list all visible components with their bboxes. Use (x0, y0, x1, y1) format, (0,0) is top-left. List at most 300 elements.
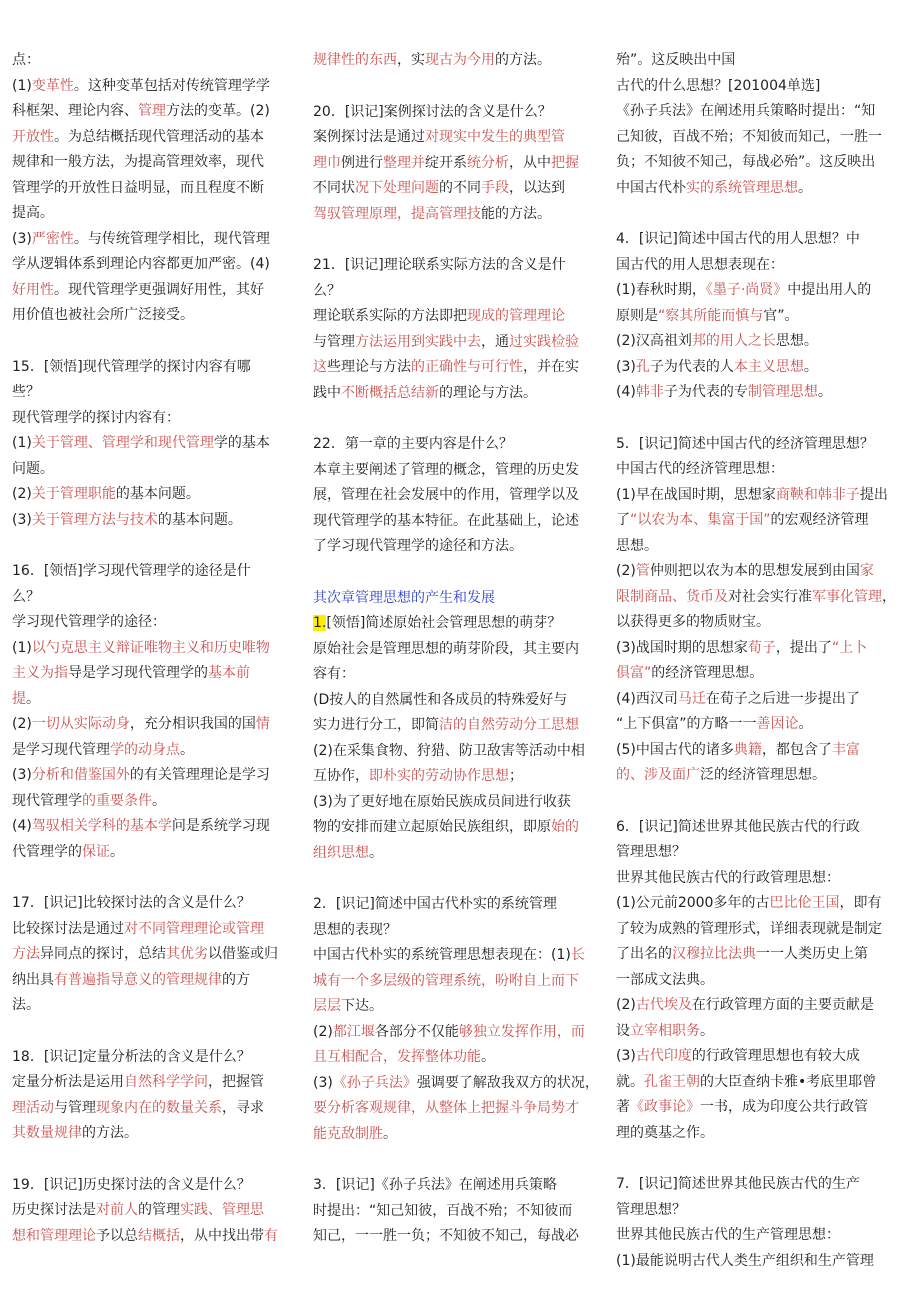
text-span: 泛的经济管理思想。 (700, 767, 826, 783)
text-span: ，从中找出带 (180, 1227, 264, 1244)
text-line (12, 738, 298, 764)
text-line (616, 457, 910, 483)
text-span: (4) (616, 384, 636, 400)
text-span: 17．[识记]比较探讨法的含义是什么？ (12, 895, 251, 911)
text-span: 提高。 (12, 205, 54, 221)
highlighted-text: 方法运用到实践中去 (355, 333, 481, 350)
text-span: 的经济管理思想。 (651, 665, 764, 681)
text-span: 的宏观经济管理 (770, 512, 869, 528)
text-span: 思想。 (616, 537, 658, 554)
text-line (616, 1223, 910, 1249)
highlighted-text: 开放性 (12, 128, 54, 145)
text-block (12, 1045, 298, 1147)
text-line (616, 432, 910, 458)
text-span: 各部分不仅能 (374, 1023, 459, 1040)
text-span: “上下俱富”的方略一一 (616, 716, 757, 732)
text-span: 2．[识记]简述中国古代朴实的系统管理 (313, 896, 557, 912)
text-line (616, 253, 910, 279)
text-span: (1) (12, 639, 32, 656)
highlighted-text: 《孙子兵法》 (332, 1074, 417, 1091)
text-line (313, 483, 603, 509)
highlighted-text: 方法 (12, 946, 40, 962)
text-block (313, 253, 603, 406)
text-span: (4)西汉司 (616, 690, 678, 707)
text-span: 子为代表的专 (663, 384, 748, 400)
text-line (12, 74, 298, 100)
highlighted-text: 把握 (551, 154, 579, 171)
text-span: 官”。 (763, 307, 799, 324)
highlighted-text: 制管理思想 (747, 384, 818, 400)
highlighted-text: 《政事论》 (630, 1099, 700, 1115)
text-span: 么？ (313, 282, 341, 299)
text-span: 方法的变革。(2) (166, 103, 270, 119)
text-line (313, 943, 603, 969)
text-span: 子为代表的人 (649, 358, 734, 375)
text-span: 践中 (313, 384, 341, 401)
highlighted-text: 丰富 (831, 741, 860, 758)
text-line (616, 329, 910, 355)
text-line (616, 1172, 910, 1198)
text-line (12, 661, 298, 687)
text-span: ，都包含了 (761, 741, 832, 758)
text-span: 思想。 (775, 333, 818, 349)
text-span: (1)春秋时期， (616, 282, 706, 298)
text-line (313, 815, 603, 841)
text-line (12, 227, 298, 253)
text-span: 绽开系 (425, 154, 467, 171)
highlighted-text: 商鞅和韩非子 (775, 486, 860, 503)
highlighted-text: 始的 (551, 819, 579, 835)
text-line (12, 917, 298, 943)
text-line (313, 764, 603, 790)
highlighted-text: 都江堰 (332, 1023, 375, 1040)
highlighted-text: 基本前 (208, 665, 250, 681)
text-span: ，把握管 (208, 1074, 264, 1090)
text-span: 管理思想？ (616, 1201, 686, 1218)
text-line (616, 1249, 910, 1275)
text-span: (2)在采集食物、狩猎、防卫敌害等活动中相 (313, 742, 585, 759)
text-span: 。 (803, 358, 818, 375)
text-line (12, 1096, 298, 1122)
text-line (313, 586, 603, 612)
text-span: 了 (616, 512, 630, 528)
text-span: 6．[识记]简述世界其他民族古代的行政 (616, 818, 860, 835)
highlighted-text: 马迁 (677, 690, 706, 707)
marked-number: 1. (313, 615, 327, 631)
text-span: 现代管理学的探讨内容有： (12, 409, 180, 426)
highlighted-text: 孔 (635, 358, 650, 375)
highlighted-text: 《墨子·尚贤》 (705, 282, 788, 298)
text-span: 与管理 (313, 333, 355, 350)
text-span: 的管理 (138, 1202, 180, 1218)
text-line (313, 841, 603, 867)
text-line (616, 993, 910, 1019)
text-line (12, 201, 298, 227)
text-line (313, 1020, 603, 1046)
highlighted-text: 要分析客观规律，从整体上把握斗争局势才 (313, 1100, 579, 1116)
highlighted-text: “上卜 (831, 639, 868, 656)
text-span: (2) (616, 997, 636, 1013)
text-line (12, 355, 298, 381)
text-line (616, 968, 910, 994)
text-line (616, 1121, 910, 1147)
highlighted-text: 对前人 (96, 1202, 138, 1218)
text-line (12, 252, 298, 278)
text-line (313, 918, 603, 944)
text-span: ，以达到 (509, 180, 565, 196)
text-line (616, 483, 910, 509)
text-span: 。与传统管理学相比，现代管理 (73, 230, 270, 247)
highlighted-text: 邦的用人之长 (691, 333, 776, 349)
text-span: 的基本问题。 (115, 486, 200, 502)
text-span: (3) (313, 1074, 333, 1091)
text-span: (2) (313, 1023, 333, 1040)
text-span: (1) (12, 435, 32, 451)
text-span: 代管理学的 (12, 843, 82, 860)
text-line (616, 687, 910, 713)
text-block (313, 1173, 603, 1250)
text-line (616, 559, 910, 585)
text-span: 了较为成熟的管理形式，详细表现就是制定 (616, 920, 882, 937)
text-span: 。 (798, 179, 812, 196)
highlighted-text: 好用性 (12, 281, 54, 298)
text-span: 容有： (313, 666, 355, 682)
text-line (313, 279, 603, 305)
text-line (616, 610, 910, 636)
text-span: [领悟]简述原始社会管理思想的萌芽？ (326, 615, 562, 631)
text-span: 。 (26, 690, 40, 707)
text-span: (1)公元前2000多年的古 (616, 895, 770, 911)
text-span: 中国古代朴实的系统管理思想表现在：(1) (313, 947, 571, 963)
highlighted-text: 层层 (313, 998, 341, 1014)
highlighted-text: 变革性 (31, 77, 74, 94)
highlighted-text: 善因论 (756, 716, 799, 732)
text-span: 与管理 (54, 1099, 96, 1116)
highlighted-text: 俱富” (616, 665, 652, 681)
text-span: ，充分相识我国的国 (129, 716, 256, 732)
text-line (313, 125, 603, 151)
text-span: 实力进行分工，即简 (313, 717, 439, 733)
highlighted-text: 结概括 (138, 1227, 180, 1244)
text-span: 本章主要阐述了管理的概念，管理的历史发 (313, 461, 579, 478)
text-span: 世界其他民族古代的行政管理思想： (616, 869, 840, 886)
text-block (12, 891, 298, 1019)
text-span: 问题。 (12, 460, 54, 477)
text-line (616, 74, 910, 100)
text-span: ，即有 (839, 895, 882, 911)
text-span: 《孙子兵法》在阐述用兵策略时提出：“知 (616, 103, 876, 119)
text-line (12, 585, 298, 611)
text-span: 。 (798, 716, 813, 732)
text-span: 原始社会是管理思想的萌芽阶段，其主要内 (313, 640, 579, 657)
text-span: ，实 (397, 52, 425, 68)
text-line (313, 534, 603, 560)
text-line (616, 866, 910, 892)
text-line (12, 1224, 298, 1250)
text-span: ，寻求 (222, 1099, 264, 1116)
text-span: 以获得更多的物质财宝。 (616, 614, 770, 630)
text-span: 能的方法。 (481, 205, 551, 222)
text-span: 异同点的探讨，总结 (40, 946, 166, 962)
text-span: 理的奠基之作。 (616, 1124, 714, 1141)
text-block (616, 48, 910, 201)
text-span: 的行政管理思想也有较大成 (691, 1048, 860, 1064)
text-line (616, 763, 910, 789)
text-span: 学习现代管理学的途径： (12, 614, 166, 630)
highlighted-text: 情 (255, 716, 270, 732)
text-span: 。 (110, 843, 124, 860)
text-span: 3．[识记]《孙子兵法》在阐述用兵策略 (313, 1177, 557, 1193)
highlighted-text: 现成的管理理论 (467, 308, 565, 324)
text-line (12, 559, 298, 585)
highlighted-text: 的重要条件 (82, 792, 152, 809)
highlighted-text: 典籍 (733, 741, 762, 758)
text-span: 物的安排而建立起原始民族组织，即原 (313, 819, 551, 835)
text-span: 。现代管理学更强调好用性，其好 (54, 281, 264, 298)
text-span: 16．[领悟]学习现代管理学的途径是什 (12, 563, 251, 579)
text-line (12, 891, 298, 917)
text-line (12, 993, 298, 1019)
text-span: 互协作， (313, 768, 369, 784)
text-span: 了学习现代管理学的途径和方法。 (313, 538, 523, 554)
text-span: 7．[识记]简述世界其他民族古代的生产 (616, 1176, 860, 1192)
text-span: 予以总 (96, 1227, 138, 1244)
highlighted-text: 对现实中发生的典型管 (425, 129, 565, 145)
text-line (313, 688, 603, 714)
text-span: (D按人的自然属性和各成员的特殊爱好与 (313, 691, 568, 708)
text-span: 的方法。 (82, 1125, 138, 1141)
text-span: 。 (700, 1022, 714, 1039)
text-span: 么？ (12, 588, 40, 605)
highlighted-text: 韩非 (635, 384, 664, 400)
highlighted-text: 手段 (481, 180, 509, 196)
highlighted-text: 严密性 (31, 230, 74, 247)
chapter-heading: 其次章管理思想的产生和发展 (313, 589, 495, 606)
text-span: 思想的表现？ (313, 921, 397, 938)
text-span: 些理论与方法 (327, 359, 411, 375)
text-line (313, 304, 603, 330)
text-span: 15．[领悟]现代管理学的探讨内容有哪 (12, 358, 251, 375)
text-line (313, 355, 603, 381)
highlighted-text: 一切从实际动身 (31, 716, 130, 732)
text-line (12, 406, 298, 432)
text-span: 一一人类历史上第 (756, 946, 868, 962)
text-line (313, 1224, 603, 1250)
text-span: (5)中国古代的诸多 (616, 741, 734, 758)
text-span: 。为总结概括现代管理活动的基本 (54, 128, 264, 145)
text-span: 不同状 (313, 180, 355, 196)
text-line (12, 814, 298, 840)
text-span: 规律和一般方法，为提高管理效率，现代 (12, 154, 264, 170)
highlighted-text: 实的系统管理思想 (686, 179, 798, 196)
text-span: 。 (383, 1125, 397, 1142)
text-line (313, 1122, 603, 1148)
text-span: 问是系统学习现 (171, 818, 270, 834)
text-line (313, 637, 603, 663)
text-line (12, 508, 298, 534)
text-span: 的有关管理理论是学习 (129, 767, 270, 783)
text-line (12, 1198, 298, 1224)
highlighted-text: 不断概括总结新 (341, 384, 439, 401)
text-line (313, 100, 603, 126)
text-span: 是学习现代管理 (12, 741, 110, 758)
text-block (12, 355, 298, 534)
text-span: (3)战国时期的思想家 (616, 639, 748, 656)
text-line (12, 1070, 298, 1096)
text-line (313, 969, 603, 995)
text-span: 5．[识记]简述中国古代的经济管理思想？ (616, 435, 874, 452)
highlighted-text: 况下处理问题 (355, 180, 439, 196)
highlighted-text: 整理并 (383, 154, 425, 171)
text-span: 点： (12, 52, 40, 68)
text-line (12, 431, 298, 457)
text-span: 设 (616, 1022, 630, 1039)
text-line (616, 840, 910, 866)
highlighted-text: 关于管理职能 (31, 486, 116, 502)
text-span: 。 (817, 384, 832, 400)
text-span: 21．[识记]理论联系实际方法的含义是什 (313, 257, 566, 273)
highlighted-text: 现象内在的数量关系 (96, 1099, 222, 1116)
column-right (616, 48, 910, 1300)
text-line (12, 942, 298, 968)
text-span: (2) (12, 486, 32, 502)
text-line (313, 739, 603, 765)
highlighted-text: 这 (313, 359, 327, 375)
text-block (313, 48, 603, 74)
text-span: ，并在实 (523, 359, 579, 375)
text-span: 现代管理学的基本特征。在此基础上，论述 (313, 512, 579, 529)
text-line (313, 381, 603, 407)
text-span: (3)为了更好地在原始民族成员间进行收获 (313, 793, 571, 810)
text-span: 学从逻辑体系到理论内容都更加严密。(4) (12, 256, 270, 272)
text-span: 。这种变革包括对传统管理学学 (73, 77, 270, 94)
text-span: 中国古代朴 (616, 179, 686, 196)
text-line (12, 789, 298, 815)
text-span: 知己，一一胜一负；不知彼不知己，每战必 (313, 1228, 579, 1244)
text-span: 法。 (12, 997, 40, 1013)
text-line (313, 253, 603, 279)
text-span: 管理思想？ (616, 844, 686, 860)
highlighted-text: 组织思想 (313, 844, 369, 861)
highlighted-text: 古代埃及 (635, 997, 692, 1013)
column-left (12, 48, 298, 1275)
text-line (12, 176, 298, 202)
text-line (616, 278, 910, 304)
text-line (12, 99, 298, 125)
highlighted-text: 古代印度 (635, 1048, 692, 1064)
text-span: 20．[识记]案例探讨法的含义是什么？ (313, 103, 552, 120)
text-block (313, 892, 603, 1147)
highlighted-text: 其优劣 (166, 946, 208, 962)
text-line (616, 1198, 910, 1224)
text-line (616, 942, 910, 968)
text-block (313, 432, 603, 560)
text-span: 19．[识记]历史探讨法的含义是什么？ (12, 1176, 251, 1193)
text-span: 世界其他民族古代的生产管理思想： (616, 1227, 840, 1243)
highlighted-text: 荀子 (747, 639, 776, 656)
text-span: 殆”。这反映出中国 (616, 52, 736, 68)
highlighted-text: 家 (859, 563, 874, 579)
text-span: 仲则把以农为本的思想发展到由国 (649, 563, 860, 579)
highlighted-text: 汉穆拉比法典 (672, 946, 756, 962)
text-span: ，从中 (509, 154, 551, 171)
text-span: 18．[识记]定量分析法的含义是什么？ (12, 1048, 251, 1065)
highlighted-text: 巴比伦王国 (769, 895, 840, 911)
text-line (616, 508, 910, 534)
text-line (616, 176, 910, 202)
text-block (313, 586, 603, 867)
highlighted-text: 理巾 (313, 154, 341, 171)
text-line (313, 1096, 603, 1122)
text-span: (2)汉高祖刘 (616, 333, 692, 349)
highlighted-text: 的、涉及面广 (616, 767, 700, 783)
text-block (616, 227, 910, 406)
text-span: 时提出：“知己知彼，百战不殆；不知彼而 (313, 1202, 573, 1219)
highlighted-text: 即朴实的劳动协作思想 (369, 768, 509, 784)
text-span: 。 (369, 844, 383, 861)
text-span: 例进行 (341, 154, 383, 171)
text-line (313, 1173, 603, 1199)
text-span: 历史探讨法是 (12, 1202, 96, 1218)
text-line (12, 278, 298, 304)
text-span: (3) (12, 767, 32, 783)
text-line (12, 763, 298, 789)
text-line (12, 380, 298, 406)
highlighted-text: 且互相配合，发挥整体功能 (313, 1049, 481, 1065)
highlighted-text: 以勺克思主义辩证唯物主义和历史唯物 (31, 639, 270, 656)
text-span: ，提出了 (775, 639, 832, 656)
highlighted-text: 孔雀王朝 (644, 1073, 700, 1090)
text-line (313, 1199, 603, 1225)
text-line (616, 1095, 910, 1121)
text-line (313, 1071, 603, 1097)
text-span: (1) (12, 77, 32, 94)
text-span: 原则是 (616, 307, 658, 324)
text-span: 著 (616, 1099, 630, 1115)
text-span: 定量分析法是运用 (12, 1074, 124, 1090)
text-line (12, 712, 298, 738)
text-line (313, 790, 603, 816)
text-line (12, 1121, 298, 1147)
text-line (616, 712, 910, 738)
highlighted-text: 洁的自然劳动分工思想 (439, 717, 579, 733)
highlighted-text: 关于管理、管理学和现代管理 (31, 435, 214, 451)
text-span: 以借鉴或归 (208, 946, 278, 962)
text-line (616, 1019, 910, 1045)
text-span: 了出名的 (616, 946, 672, 962)
text-line (313, 611, 603, 637)
highlighted-text: 学的动身点 (110, 741, 180, 758)
text-span: 理论联系实际的方法即把 (313, 308, 467, 324)
text-line (313, 662, 603, 688)
text-span: 中国古代的经济管理思想： (616, 461, 784, 477)
highlighted-text: 军事化管理 (812, 588, 882, 605)
text-line (12, 1173, 298, 1199)
text-span: 学的基本 (213, 435, 270, 451)
text-line (12, 687, 298, 713)
text-line (616, 304, 910, 330)
text-span: (1)最能说明古代人类生产组织和生产管理 (616, 1252, 874, 1269)
text-span: 导是学习现代管理学的 (68, 665, 208, 681)
text-line (616, 125, 910, 151)
text-line (12, 150, 298, 176)
highlighted-text: 理活动 (12, 1099, 54, 1116)
text-span: 强调要了解敌我双方的状况， (416, 1074, 599, 1091)
text-block (12, 559, 298, 865)
highlighted-text: 其数量规律 (12, 1125, 82, 1141)
text-span: 的方法。 (495, 52, 551, 68)
text-line (616, 917, 910, 943)
